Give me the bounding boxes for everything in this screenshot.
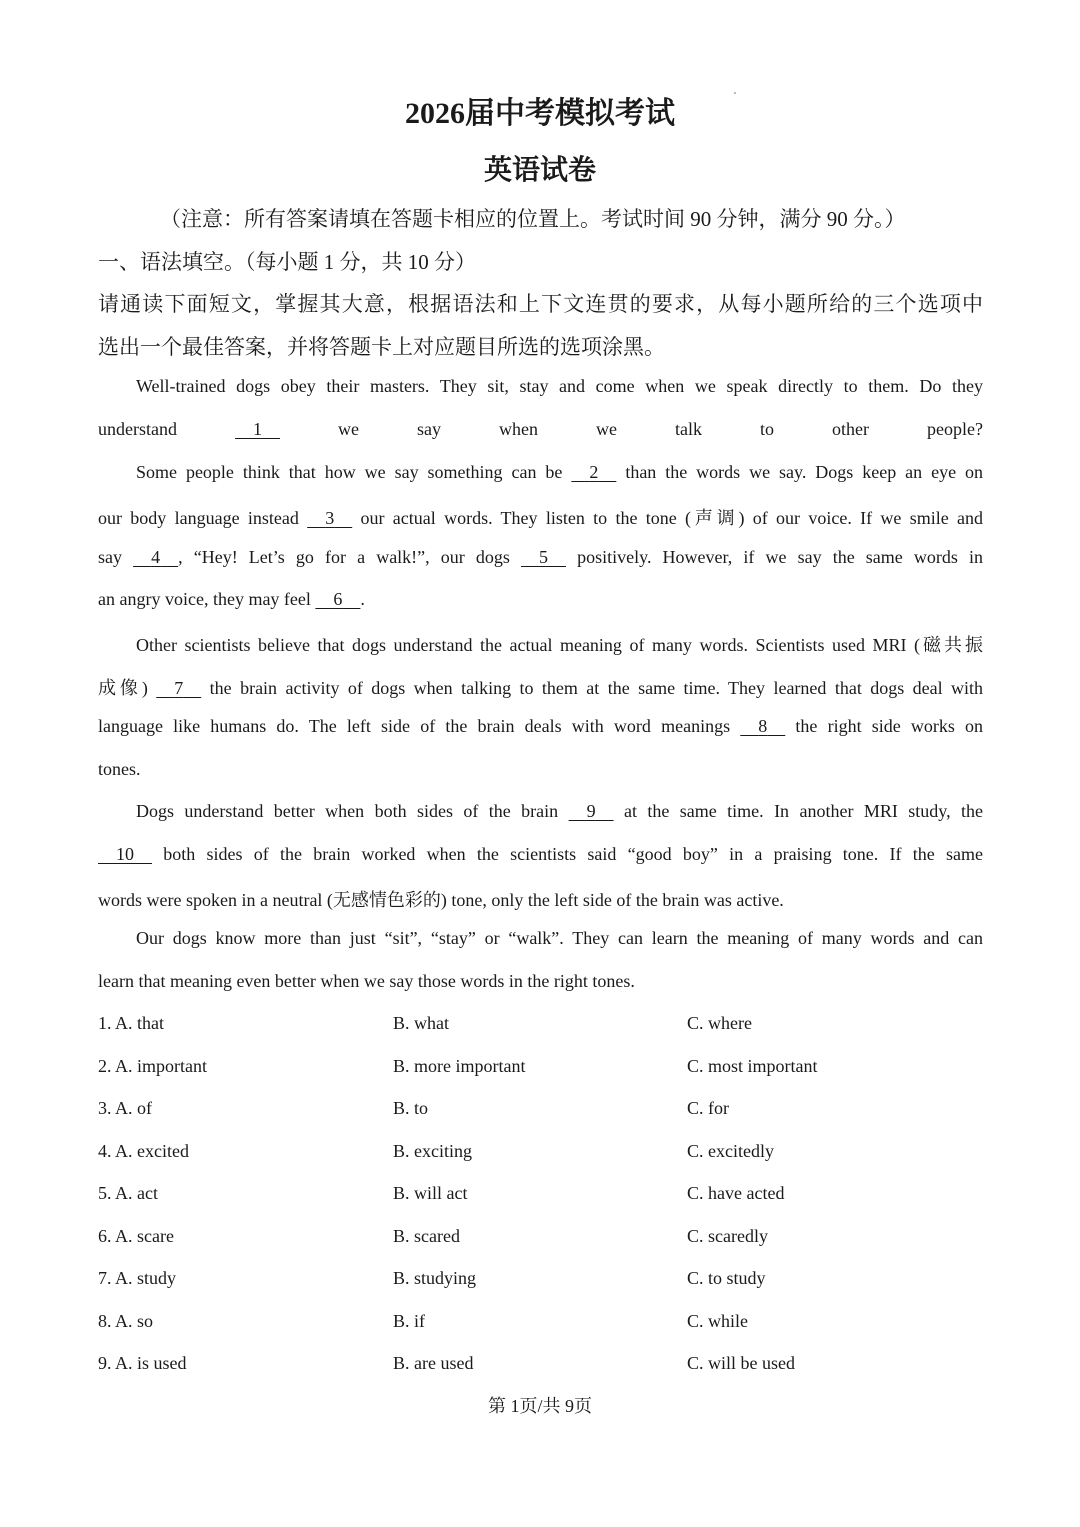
passage-line: Dogs understand better when both sides of the brain 9 at the same time. In another MRI study, the: [136, 801, 983, 821]
passage-line: learn that meaning even better when we say those words in the right tones.: [98, 971, 635, 991]
page-number: 第 1页/共 9页: [487, 1396, 592, 1416]
option-b[interactable]: B. studying: [393, 1268, 477, 1288]
passage-line: Some people think that how we say something can be 2 than the words we say. Dogs keep an eye on: [136, 462, 984, 482]
blank-5[interactable]: 5: [539, 547, 548, 567]
section-instruction-2: 选出一个最佳答案，并将答题卡上对应题目所选的选项涂黑。: [98, 335, 665, 359]
exam-notice: （注意：所有答案请填在答题卡相应的位置上。考试时间 90 分钟，满分 90 分。）: [160, 207, 906, 231]
blank-4[interactable]: 4: [151, 547, 161, 567]
option-row: [98, 1226, 983, 1250]
option-row: [98, 1183, 983, 1207]
option-a[interactable]: 8. A. so: [98, 1311, 154, 1331]
option-c[interactable]: C. most important: [687, 1056, 818, 1076]
option-a[interactable]: 9. A. is used: [98, 1353, 187, 1373]
option-c[interactable]: C. where: [687, 1013, 752, 1033]
option-c[interactable]: C. have acted: [687, 1183, 785, 1203]
passage-line: Well-trained dogs obey their masters. They sit, stay and come when we speak directly to them. Do they: [136, 376, 983, 396]
passage-line: words were spoken in a neutral (无感情色彩的) tone, only the left side of the brain was active.: [98, 890, 784, 910]
option-a[interactable]: 2. A. important: [98, 1056, 207, 1076]
option-c[interactable]: C. scaredly: [687, 1226, 768, 1246]
section-instruction-1: 请通读下面短文，掌握其大意，根据语法和上下文连贯的要求，从每小题所给的三个选项中: [98, 292, 983, 316]
option-a[interactable]: 3. A. of: [98, 1098, 152, 1118]
exam-title: 2026届中考模拟考试: [405, 97, 675, 130]
passage-line: Other scientists believe that dogs understand the actual meaning of many words. Scientists used MRI (磁共振: [136, 635, 983, 655]
blank-9[interactable]: 9: [586, 801, 596, 821]
option-c[interactable]: C. excitedly: [687, 1141, 774, 1161]
passage-line: language like humans do. The left side of the brain deals with word meanings 8 the right side works on: [98, 716, 984, 736]
option-b[interactable]: B. to: [393, 1098, 429, 1118]
blank-1[interactable]: 1: [253, 419, 262, 439]
option-a[interactable]: 7. A. study: [98, 1268, 177, 1288]
option-b[interactable]: B. what: [393, 1013, 449, 1033]
passage-line: say 4 , “Hey! Let’s go for a walk!”, our dogs 5 positively. However, if we say the same words in: [98, 547, 984, 567]
passage-line: understand 1 we say when we talk to other people?: [98, 419, 984, 439]
passage-line: tones.: [98, 759, 141, 779]
option-row: [98, 1353, 983, 1377]
option-b[interactable]: B. will act: [393, 1183, 468, 1203]
option-b[interactable]: B. if: [393, 1311, 426, 1331]
blank-8[interactable]: 8: [758, 716, 768, 736]
passage-line: an angry voice, they may feel 6 .: [98, 589, 365, 609]
passage-line: Our dogs know more than just “sit”, “stay” or “walk”. They can learn the meaning of many words and can: [136, 928, 983, 948]
option-c[interactable]: C. while: [687, 1311, 748, 1331]
option-b[interactable]: B. more important: [393, 1056, 526, 1076]
option-a[interactable]: 6. A. scare: [98, 1226, 174, 1246]
option-a[interactable]: 5. A. act: [98, 1183, 158, 1203]
option-row: [98, 1311, 983, 1335]
blank-3[interactable]: 3: [325, 508, 335, 528]
option-c[interactable]: C. will be used: [687, 1353, 795, 1373]
option-a[interactable]: 1. A. that: [98, 1013, 164, 1033]
passage-line: 10 both sides of the brain worked when the scientists said “good boy” in a praising tone. If the same: [98, 844, 983, 865]
passage-line: 成像) 7 the brain activity of dogs when talking to them at the same time. They learned that dogs deal with: [98, 678, 984, 698]
option-b[interactable]: B. exciting: [393, 1141, 472, 1161]
blank-7[interactable]: 7: [174, 678, 184, 698]
option-b[interactable]: B. are used: [393, 1353, 474, 1373]
option-b[interactable]: B. scared: [393, 1226, 460, 1246]
option-row: [98, 1268, 983, 1292]
option-row: [98, 1098, 983, 1122]
section-heading: 一、语法填空。（每小题 1 分，共 10 分）: [98, 250, 476, 274]
option-row: [98, 1013, 983, 1037]
option-c[interactable]: C. to study: [687, 1268, 766, 1288]
passage-line: our body language instead 3 our actual words. They listen to the tone (声调) of our voice. If we smile and: [98, 508, 984, 528]
blank-2[interactable]: 2: [589, 462, 599, 482]
option-c[interactable]: C. for: [687, 1098, 729, 1118]
option-row: [98, 1056, 983, 1080]
blank-10[interactable]: 10: [116, 844, 134, 864]
exam-subtitle: 英语试卷: [483, 155, 596, 186]
blank-6[interactable]: 6: [333, 589, 343, 609]
option-a[interactable]: 4. A. excited: [98, 1141, 189, 1161]
option-row: [98, 1141, 983, 1165]
